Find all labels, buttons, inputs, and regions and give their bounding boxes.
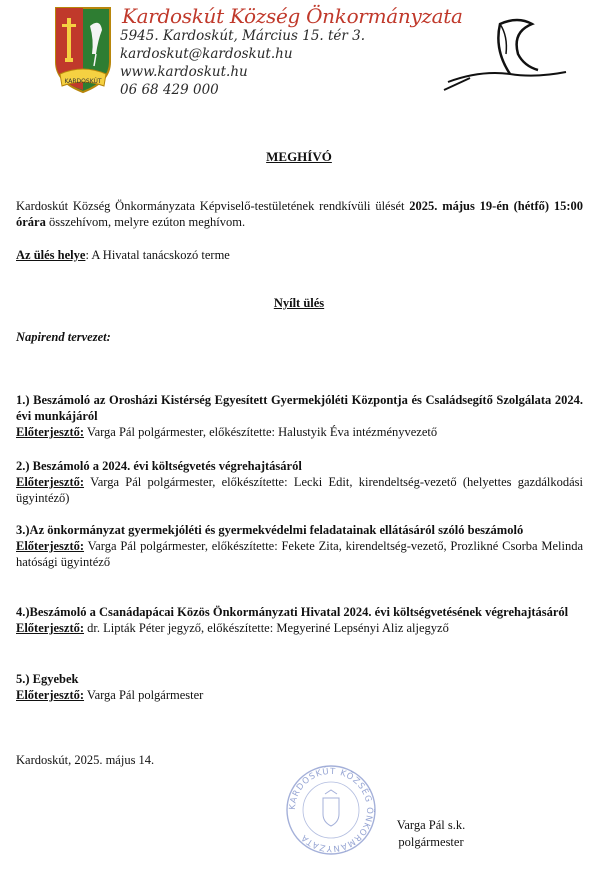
agenda-label: Napirend tervezet:	[16, 330, 111, 344]
presenter-text: Varga Pál polgármester, előkészítette: Halustyik Éva intézményvezető	[84, 425, 438, 439]
venue-value: : A Hivatal tanácskozó terme	[85, 248, 230, 262]
agenda-item-title: 4.)Beszámoló a Csanádapácai Közös Önkormányzati Hivatal 2024. évi költségvetésének végrehajtásáról	[16, 605, 569, 619]
presenter-label: Előterjesztő:	[16, 621, 85, 635]
presenter-text: dr. Lipták Péter jegyző, előkészítette: Megyeriné Lepsényi Aliz aljegyző	[84, 621, 449, 635]
coat-of-arms-icon	[52, 4, 114, 102]
email: kardoskut@kardoskut.hu	[120, 46, 293, 62]
svg-text:KARDOSKÚT KÖZSÉG ÖNKORMÁNYZATA: KARDOSKÚT KÖZSÉG ÖNKORMÁNYZATA	[287, 766, 375, 854]
agenda-item	[16, 522, 583, 570]
agenda-item-title: 3.)Az önkormányzat gyermekjóléti és gyermekvédelmi feladatainak ellátásáról szóló beszámoló	[16, 523, 524, 537]
presenter-label: Előterjesztő:	[16, 425, 85, 439]
address: 5945. Kardoskút, Március 15. tér 3.	[120, 28, 366, 44]
agenda-item-title: 5.) Egyebek	[16, 672, 79, 686]
svg-text:KARDOSKÚT: KARDOSKÚT	[64, 78, 102, 85]
org-name: Kardoskút Község Önkormányzata	[122, 4, 463, 28]
presenter-label: Előterjesztő:	[16, 539, 85, 553]
presenter-text: Varga Pál polgármester, előkészítette: Lecki Edit, kirendeltség-vezető (helyettes gazdálkodási ügyintéző)	[16, 475, 583, 505]
agenda-item	[16, 671, 583, 703]
agenda-item	[16, 392, 583, 440]
presenter-text: Varga Pál polgármester, előkészítette: Fekete Zita, kirendeltség-vezető, Prozlikné Csorba Melinda hatósági ügyintéző	[16, 539, 583, 569]
official-stamp-icon	[283, 762, 379, 858]
document-title: MEGHÍVÓ	[266, 149, 332, 164]
stork-logo-icon	[440, 14, 570, 98]
venue-label: Az ülés helye	[16, 248, 86, 262]
intro-text: Kardoskút Község Önkormányzata Képviselő-testületének rendkívüli ülését	[16, 199, 410, 213]
open-session-heading: Nyílt ülés	[273, 296, 325, 310]
phone: 06 68 429 000	[120, 82, 219, 98]
presenter-label: Előterjesztő:	[16, 475, 85, 489]
place-date: Kardoskút, 2025. május 14.	[16, 753, 155, 767]
signatory-name: Varga Pál s.k.	[396, 818, 466, 832]
meeting-date: 2025. május 19-én (hétfő) 15:00 órára	[16, 199, 583, 229]
agenda-item-title: 2.) Beszámoló a 2024. évi költségvetés végrehajtásáról	[16, 459, 302, 473]
intro-text-end: összehívom, melyre ezúton meghívom.	[45, 215, 246, 229]
agenda-item-title: 1.) Beszámoló az Orosházi Kistérség Egyesített Gyermekjóléti Központja és Családsegítő Szolgálata 2024. évi munkájáról	[16, 393, 583, 423]
signatory-role: polgármester	[398, 835, 464, 849]
presenter-text: Varga Pál polgármester	[84, 688, 204, 702]
venue	[16, 247, 583, 263]
website: www.kardoskut.hu	[120, 64, 248, 80]
presenter-label: Előterjesztő:	[16, 688, 85, 702]
intro-paragraph	[16, 198, 583, 230]
signature-block	[386, 817, 476, 851]
agenda-item	[16, 458, 583, 506]
agenda-item	[16, 604, 583, 636]
